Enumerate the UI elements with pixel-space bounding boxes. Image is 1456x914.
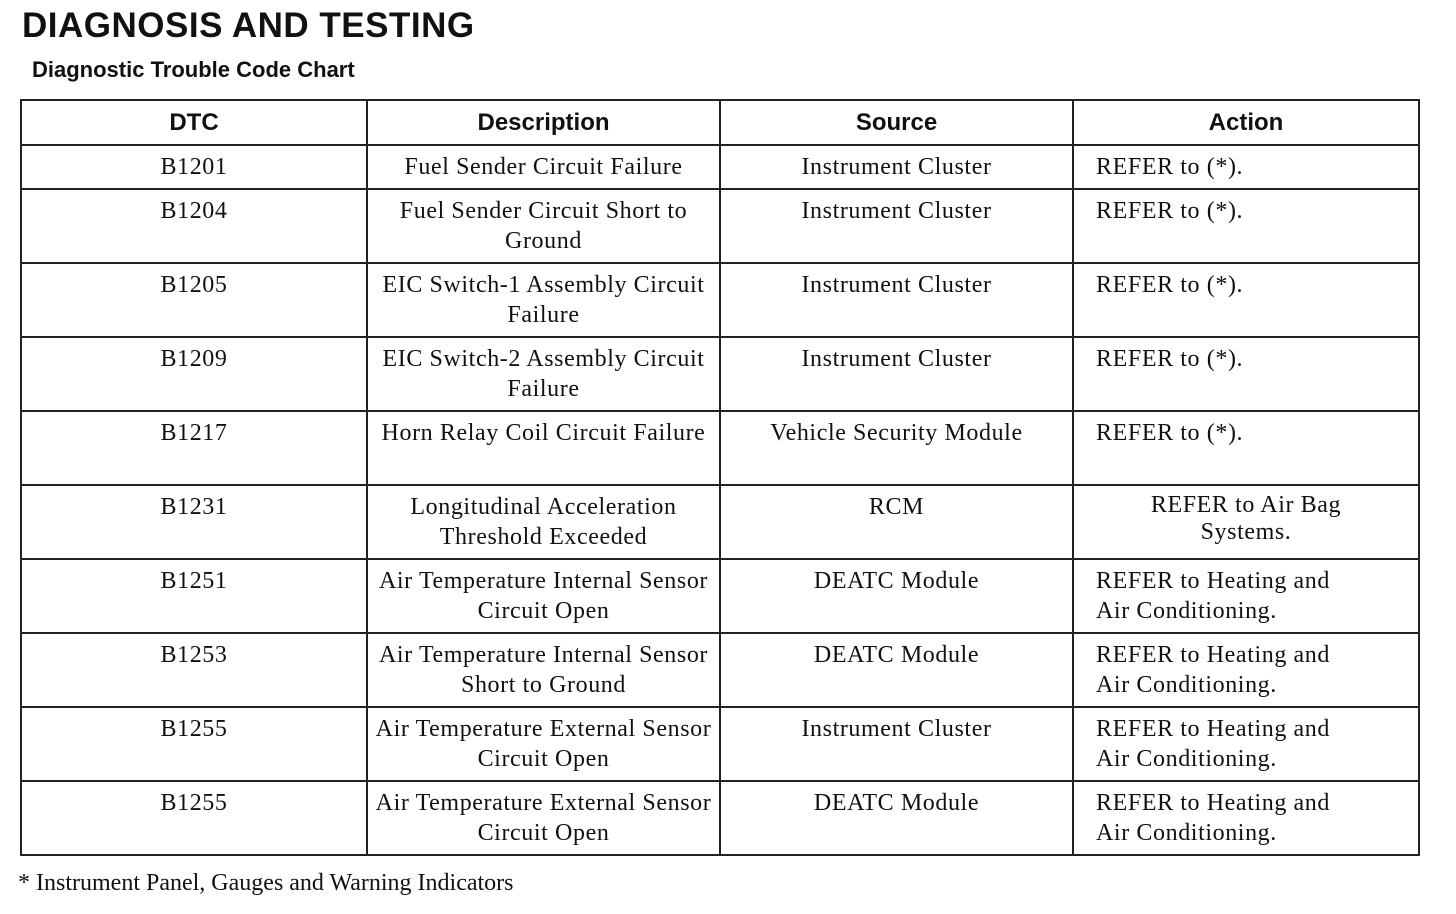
action-text: REFER to (*). xyxy=(1096,272,1244,298)
table-row xyxy=(21,485,1419,559)
action-cell xyxy=(1073,633,1419,707)
table-row xyxy=(21,559,1419,633)
source-cell: Instrument Cluster xyxy=(720,145,1073,189)
source-cell: Instrument Cluster xyxy=(720,707,1073,781)
source-cell: RCM xyxy=(720,485,1073,559)
dtc-code-cell: B1217 xyxy=(21,411,367,485)
dtc-code-cell: B1251 xyxy=(21,559,367,633)
description-cell: Fuel Sender Circuit Failure xyxy=(367,145,720,189)
column-header-description: Description xyxy=(367,100,720,145)
action-text: REFER to Heating and Air Conditioning. xyxy=(1096,642,1330,698)
dtc-code-cell: B1255 xyxy=(21,707,367,781)
table-row xyxy=(21,263,1419,337)
description-cell: EIC Switch-2 Assembly Circuit Failure xyxy=(367,337,720,411)
action-cell xyxy=(1073,337,1419,411)
source-cell: Instrument Cluster xyxy=(720,189,1073,263)
source-cell: DEATC Module xyxy=(720,559,1073,633)
action-text: REFER to (*). xyxy=(1096,420,1244,446)
description-cell: EIC Switch-1 Assembly Circuit Failure xyxy=(367,263,720,337)
table-row xyxy=(21,189,1419,263)
source-cell: Vehicle Security Module xyxy=(720,411,1073,485)
description-cell: Air Temperature External Sensor Circuit Open xyxy=(367,781,720,855)
column-header-action: Action xyxy=(1073,100,1419,145)
column-header-dtc: DTC xyxy=(21,100,367,145)
description-cell: Longitudinal Acceleration Threshold Exceeded xyxy=(367,485,720,559)
dtc-code-cell: B1205 xyxy=(21,263,367,337)
action-cell xyxy=(1073,411,1419,485)
table-row xyxy=(21,633,1419,707)
action-text: REFER to Air Bag Systems. xyxy=(1150,492,1342,545)
source-cell: DEATC Module xyxy=(720,633,1073,707)
action-cell xyxy=(1073,781,1419,855)
table-row xyxy=(21,781,1419,855)
dtc-code-cell: B1253 xyxy=(21,633,367,707)
dtc-table xyxy=(20,99,1420,856)
action-text: REFER to Heating and Air Conditioning. xyxy=(1096,568,1330,624)
action-cell xyxy=(1073,189,1419,263)
dtc-code-cell: B1204 xyxy=(21,189,367,263)
table-header-row xyxy=(21,100,1419,145)
dtc-code-cell: B1209 xyxy=(21,337,367,411)
action-cell xyxy=(1073,559,1419,633)
action-cell xyxy=(1073,263,1419,337)
action-cell xyxy=(1073,485,1419,559)
table-row xyxy=(21,411,1419,485)
description-cell: Horn Relay Coil Circuit Failure xyxy=(367,411,720,485)
chart-subtitle: Diagnostic Trouble Code Chart xyxy=(32,57,355,82)
action-text: REFER to Heating and Air Conditioning. xyxy=(1096,790,1330,846)
action-cell xyxy=(1073,707,1419,781)
page-title: DIAGNOSIS AND TESTING xyxy=(22,6,475,45)
dtc-code-cell: B1201 xyxy=(21,145,367,189)
description-cell: Air Temperature Internal Sensor Short to Ground xyxy=(367,633,720,707)
description-cell: Fuel Sender Circuit Short to Ground xyxy=(367,189,720,263)
action-text: REFER to (*). xyxy=(1096,198,1244,224)
source-cell: Instrument Cluster xyxy=(720,263,1073,337)
action-text: REFER to (*). xyxy=(1096,154,1244,180)
action-text: REFER to Heating and Air Conditioning. xyxy=(1096,716,1330,772)
source-cell: Instrument Cluster xyxy=(720,337,1073,411)
table-row xyxy=(21,145,1419,189)
footnote: * Instrument Panel, Gauges and Warning Indicators xyxy=(18,870,514,896)
dtc-code-cell: B1231 xyxy=(21,485,367,559)
table-row xyxy=(21,707,1419,781)
description-cell: Air Temperature External Sensor Circuit Open xyxy=(367,707,720,781)
action-text: REFER to (*). xyxy=(1096,346,1244,372)
source-cell: DEATC Module xyxy=(720,781,1073,855)
dtc-code-cell: B1255 xyxy=(21,781,367,855)
table-row xyxy=(21,337,1419,411)
description-cell: Air Temperature Internal Sensor Circuit Open xyxy=(367,559,720,633)
action-cell xyxy=(1073,145,1419,189)
column-header-source: Source xyxy=(720,100,1073,145)
